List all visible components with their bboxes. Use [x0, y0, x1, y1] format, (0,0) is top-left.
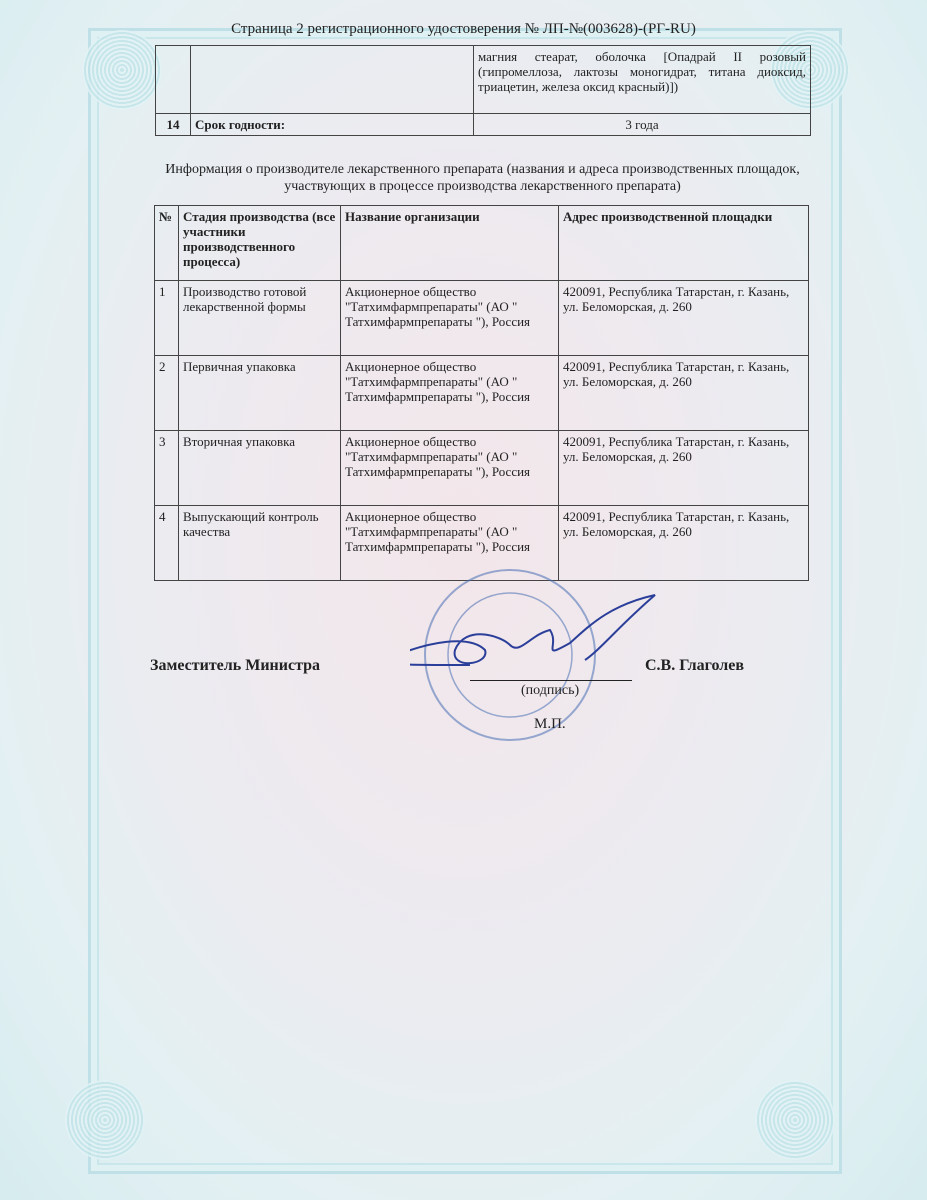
- col-header: №: [155, 206, 179, 281]
- shelf-life-value: 3 года: [474, 114, 811, 136]
- line: триацетин, железа оксид красный)]): [478, 79, 679, 94]
- seal-caption: М.П.: [534, 716, 566, 732]
- row-number: 14: [156, 114, 191, 136]
- corner-rosette: [82, 30, 162, 110]
- col-header: Стадия производства (все участники производственного процесса): [179, 206, 341, 281]
- line: (гипромеллоза, лактозы моногидрат, титана диоксид,: [478, 64, 806, 79]
- cell-addr: 420091, Республика Татарстан, г. Казань, ул. Беломорская, д. 260: [559, 356, 809, 431]
- cell-addr: 420091, Республика Татарстан, г. Казань, ул. Беломорская, д. 260: [559, 506, 809, 581]
- cell-stage: Первичная упаковка: [179, 356, 341, 431]
- manufacturer-table: [154, 205, 809, 581]
- table-row: [155, 431, 809, 506]
- cell-org: Акционерное общество "Татхимфармпрепараты" (АО " Татхимфармпрепараты "), Россия: [341, 356, 559, 431]
- cell-addr: 420091, Республика Татарстан, г. Казань, ул. Беломорская, д. 260: [559, 431, 809, 506]
- corner-rosette: [65, 1080, 145, 1160]
- composition-continued: [474, 46, 811, 114]
- cell-stage: Выпускающий контроль качества: [179, 506, 341, 581]
- page-header: Страница 2 регистрационного удостоверения № ЛП-№(003628)-(РГ-RU): [231, 21, 696, 37]
- signature-line: [470, 680, 632, 681]
- signer-position: Заместитель Министра: [150, 657, 321, 674]
- cell-org: Акционерное общество "Татхимфармпрепараты" (АО " Татхимфармпрепараты "), Россия: [341, 431, 559, 506]
- table-row: [155, 356, 809, 431]
- cell-num: 3: [155, 431, 179, 506]
- cell-org: Акционерное общество "Татхимфармпрепараты" (АО " Татхимфармпрепараты "), Россия: [341, 281, 559, 356]
- col-header: Адрес производственной площадки: [559, 206, 809, 281]
- cell-org: Акционерное общество "Татхимфармпрепараты" (АО " Татхимфармпрепараты "), Россия: [341, 506, 559, 581]
- cell-num: 2: [155, 356, 179, 431]
- signature-caption: (подпись): [521, 683, 580, 698]
- line: магния стеарат, оболочка [Опадрай II розовый: [478, 49, 806, 64]
- cell-addr: 420091, Республика Татарстан, г. Казань, ул. Беломорская, д. 260: [559, 281, 809, 356]
- composition-table: [155, 45, 811, 136]
- cell-num: 1: [155, 281, 179, 356]
- manufacturer-info: Информация о производителе лекарственного препарата (названия и адреса производственных площадок, участвующих в процессе производства лекарственного препарата): [165, 162, 800, 194]
- corner-rosette: [755, 1080, 835, 1160]
- shelf-life-label: Срок годности:: [191, 114, 474, 136]
- cell-stage: Производство готовой лекарственной формы: [179, 281, 341, 356]
- cell-stage: Вторичная упаковка: [179, 431, 341, 506]
- cell-num: 4: [155, 506, 179, 581]
- signer-name: С.В. Глаголев: [645, 657, 744, 674]
- table-row: [155, 281, 809, 356]
- col-header: Название организации: [341, 206, 559, 281]
